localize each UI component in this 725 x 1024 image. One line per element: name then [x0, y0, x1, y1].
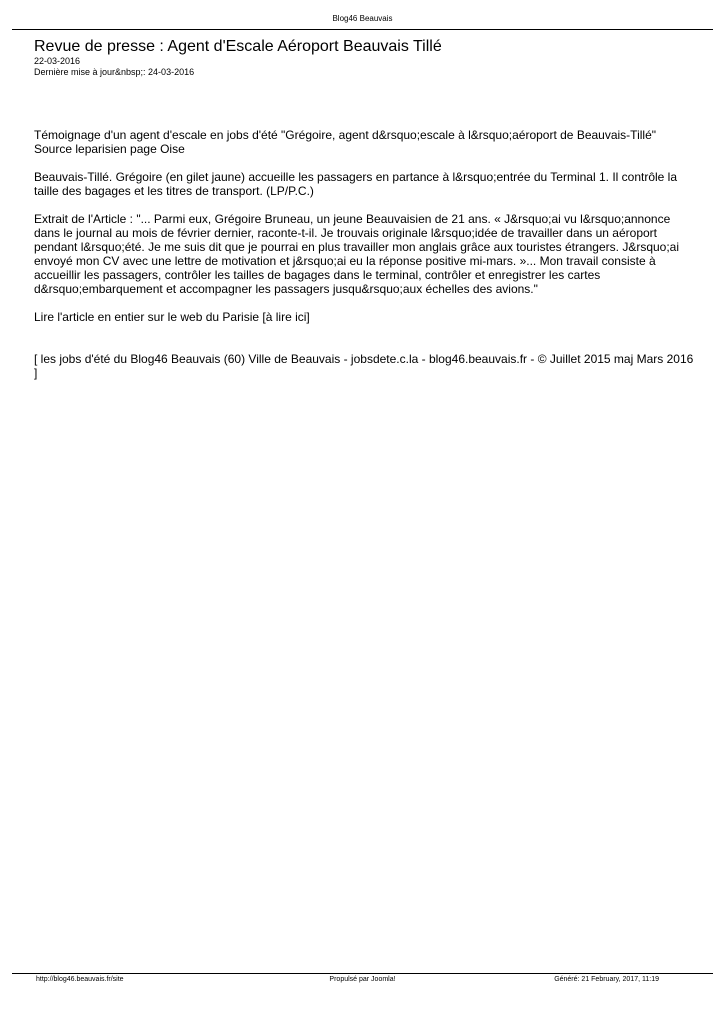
article-title: Revue de presse : Agent d'Escale Aéroport Beauvais Tillé [34, 38, 442, 55]
footer-powered-by: Propulsé par Joomla! [329, 976, 396, 983]
article-paragraph-credits: [ les jobs d'été du Blog46 Beauvais (60) Ville de Beauvais - jobsdete.c.la - blog46.beauvais.fr - © Juillet 2015 maj Mars 2016 ] [34, 352, 694, 380]
article-paragraph-caption: Beauvais-Tillé. Grégoire (en gilet jaune) accueille les passagers en partance à l&rsquo;entrée du Terminal 1. Il contrôle la taille des bagages et les titres de transport. (LP/P.C.) [34, 170, 678, 198]
footer-url[interactable]: http://blog46.beauvais.fr/site [36, 976, 124, 983]
footer-generated-date: Généré: 21 February, 2017, 11:19 [554, 976, 659, 983]
footer-divider [12, 973, 713, 974]
header-divider [12, 29, 713, 30]
article-paragraph-excerpt: Extrait de l'Article : "... Parmi eux, Grégoire Bruneau, un jeune Beauvaisien de 21 ans. « J&rsquo;ai vu l&rsquo;annonce dans le journal au mois de février dernier, raconte-t-il. Je trouvais originale l&rsquo;idée de travailler dans un aéroport pendant l&rsquo;été. Je me suis dit que je pourrai en plus travailler mon anglais grâce aux touristes étrangers. J&rsquo;ai envoyé mon CV avec une lettre de motivation et j&rsquo;ai eu la réponse positive mi-mars. »... Mon travail consiste à accueillir les passagers, contrôler les tailles de bagages dans le terminal, contrôler et enregistrer les cartes d&rsquo;embarquement et accompagner les passagers jusqu&rsquo;aux échelles des avions." [34, 212, 680, 296]
article-date: 22-03-2016 [34, 56, 81, 66]
article-body [34, 128, 696, 394]
read-more-link[interactable]: Lire l'article en entier sur le web du Parisie [à lire ici] [34, 310, 310, 324]
article-updated-date: Dernière mise à jour&nbsp;: 24-03-2016 [34, 67, 195, 77]
article-paragraph-intro: Témoignage d'un agent d'escale en jobs d'été "Grégoire, agent d&rsquo;escale à l&rsquo;aéroport de Beauvais-Tillé" Source leparisien page Oise [34, 128, 656, 156]
site-name-header: Blog46 Beauvais [332, 14, 393, 23]
